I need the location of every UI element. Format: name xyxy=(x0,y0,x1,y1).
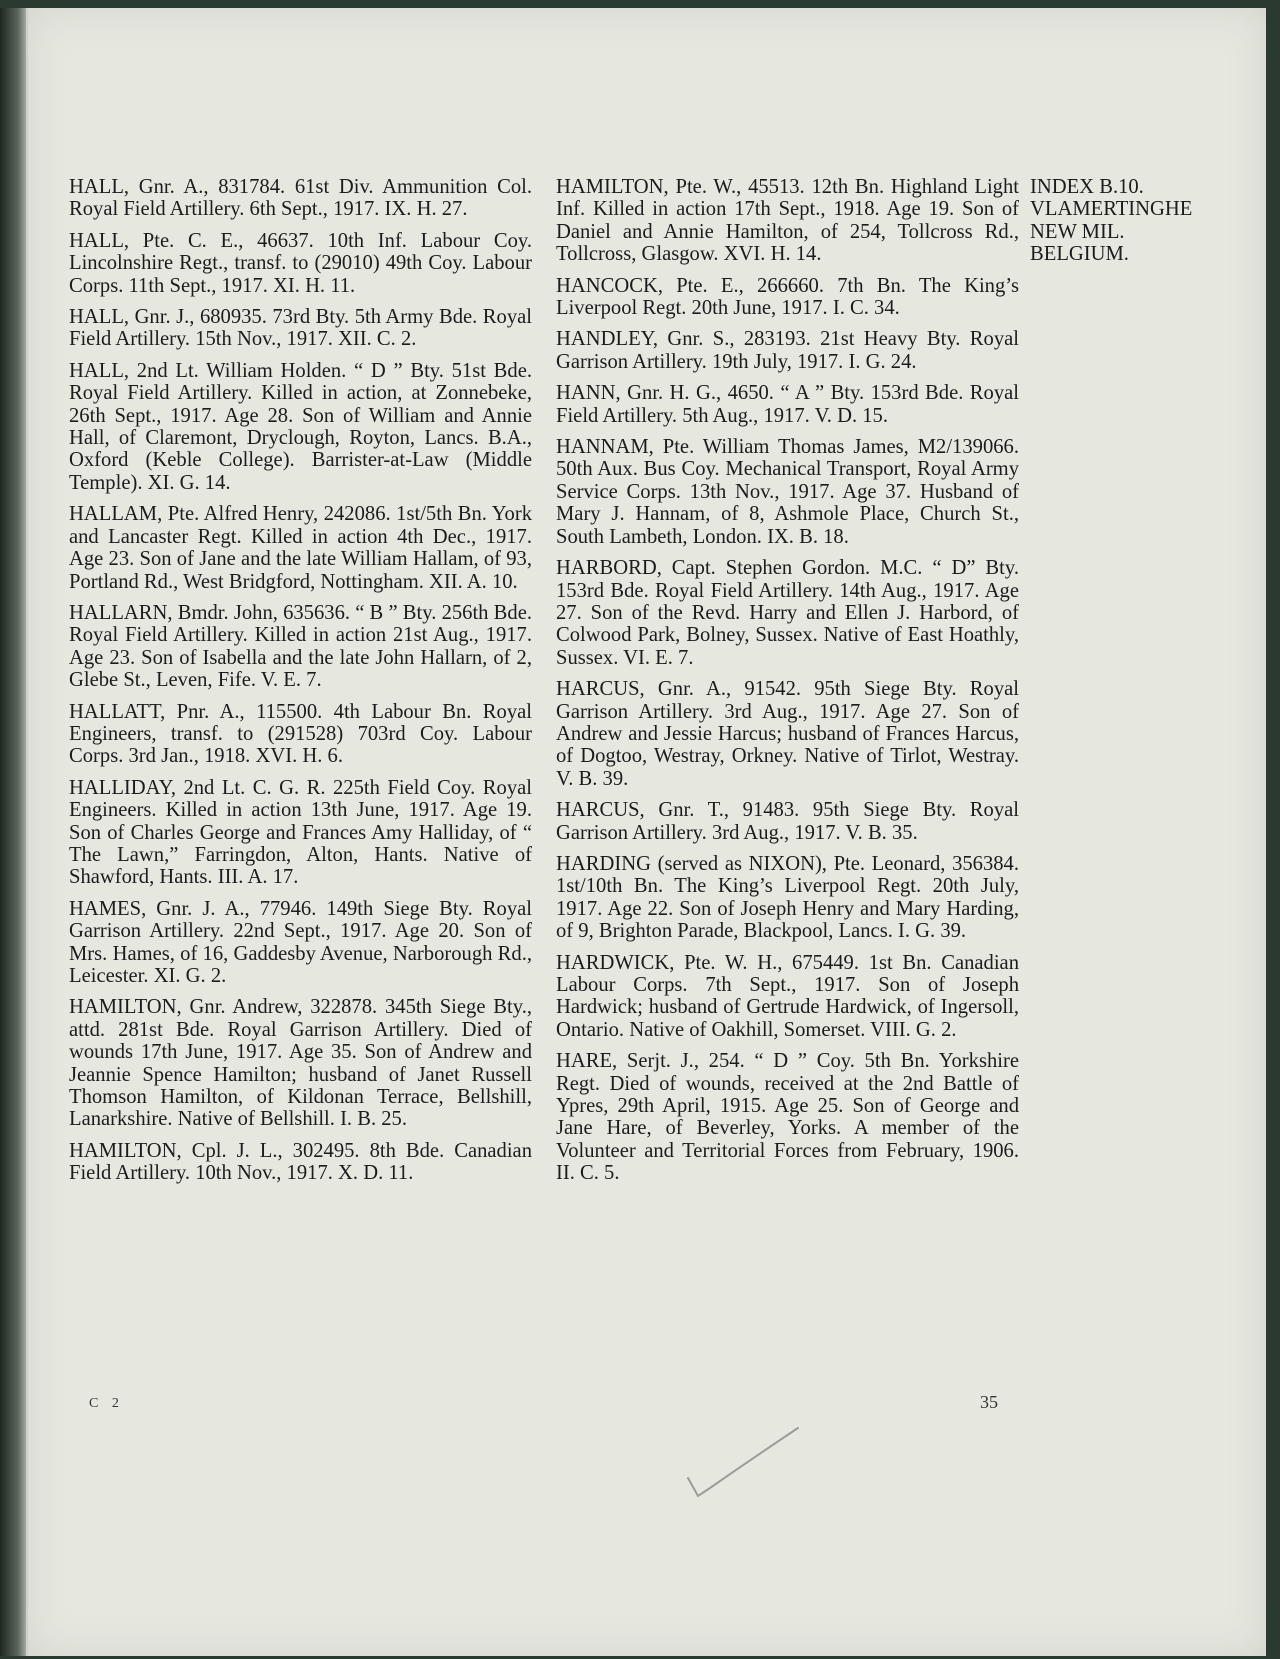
country: BELGIUM. xyxy=(1030,243,1129,266)
printer-signature: C 2 xyxy=(89,1396,124,1411)
entry: HANCOCK, Pte. E., 266660. 7th Bn. The King’s Liverpool Regt. 20th June, 1917. I. C. 34. xyxy=(556,274,1019,320)
entry: HARE, Serjt. J., 254. “ D ” Coy. 5th Bn. Yorkshire Regt. Died of wounds, received at the 2nd Battle of Ypres, 29th April, 1915. Age 25. Son of George and Jane Hare, of Beverley, Yorks. A member of the Volunteer and Territorial Forces from February, 1906. II. C. 5. xyxy=(556,1050,1019,1185)
entry: HARCUS, Gnr. A., 91542. 95th Siege Bty. Royal Garrison Artillery. 3rd Aug., 1917. Age 27. Son of Andrew and Jessie Harcus; husband of Frances Harcus, of Dogtoo, Westray, Orkney. Native of Tirlot, Westray. V. B. 39. xyxy=(556,678,1019,790)
page-number: 35 xyxy=(980,1392,998,1412)
cemetery-name: VLAMERTINGHE xyxy=(1030,198,1193,221)
entry: HAMILTON, Cpl. J. L., 302495. 8th Bde. Canadian Field Artillery. 10th Nov., 1917. X. D. 11. xyxy=(69,1139,532,1185)
entry: HALL, Gnr. J., 680935. 73rd Bty. 5th Army Bde. Royal Field Artillery. 15th Nov., 1917. XII. C. 2. xyxy=(69,306,532,351)
entry: HARDING (served as NIXON), Pte. Leonard, 356384. 1st/10th Bn. The King’s Liverpool Regt. 20th July, 1917. Age 22. Son of Joseph Henry and Mary Harding, of 9, Brighton Parade, Blackpool, Lancs. I. G. 39. xyxy=(556,852,1019,943)
entry: HARDWICK, Pte. W. H., 675449. 1st Bn. Canadian Labour Corps. 7th Sept., 1917. Son of Joseph Hardwick; husband of Gertrude Hardwick, of Ingersoll, Ontario. Native of Oakhill, Somerset. VIII. G. 2. xyxy=(556,951,1019,1041)
left-column xyxy=(69,176,532,1194)
entry: HANDLEY, Gnr. S., 283193. 21st Heavy Bty. Royal Garrison Artillery. 19th July, 1917. I. G. 24. xyxy=(556,328,1019,373)
middle-column xyxy=(556,176,1019,1194)
index-reference xyxy=(1030,176,1230,266)
entry: HARBORD, Capt. Stephen Gordon. M.C. “ D” Bty. 153rd Bde. Royal Field Artillery. 14th Aug., 1917. Age 27. Son of the Revd. Harry and Ellen J. Harbord, of Colwood Park, Bolney, Sussex. Native of East Hoathly, Sussex. VI. E. 7. xyxy=(556,557,1019,669)
index-code: INDEX B.10. xyxy=(1030,176,1144,198)
entry: HANN, Gnr. H. G., 4650. “ A ” Bty. 153rd Bde. Royal Field Artillery. 5th Aug., 1917. V. D. 15. xyxy=(556,382,1019,427)
entry: HAMILTON, Pte. W., 45513. 12th Bn. Highland Light Inf. Killed in action 17th Sept., 1918. Age 19. Son of Daniel and Annie Hamilton, of 254, Tollcross Rd., Tollcross, Glasgow. XVI. H. 14. xyxy=(556,176,1019,266)
entry: HALL, 2nd Lt. William Holden. “ D ” Bty. 51st Bde. Royal Field Artillery. Killed in action, at Zonnebeke, 26th Sept., 1917. Age 28. Son of William and Annie Hall, of Claremont, Dryclough, Royton, Lancs. B.A., Oxford (Keble College). Barrister-at-Law (Middle Temple). XI. G. 14. xyxy=(69,359,532,494)
entry: HAMILTON, Gnr. Andrew, 322878. 345th Siege Bty., attd. 281st Bde. Royal Garrison Artillery. Died of wounds 17th June, 1917. Age 35. Son of Andrew and Jeannie Spence Hamilton; husband of Janet Russell Thomson Hamilton, of Kildonan Terrace, Bellshill, Lanarkshire. Native of Bellshill. I. B. 25. xyxy=(69,996,532,1131)
entry: HAMES, Gnr. J. A., 77946. 149th Siege Bty. Royal Garrison Artillery. 22nd Sept., 1917. Age 20. Son of Mrs. Hames, of 16, Gaddesby Avenue, Narborough Rd., Leicester. XI. G. 2. xyxy=(69,897,532,987)
entry: HALLARN, Bmdr. John, 635636. “ B ” Bty. 256th Bde. Royal Field Artillery. Killed in action 21st Aug., 1917. Age 23. Son of Isabella and the late John Hallarn, of 2, Glebe St., Leven, Fife. V. E. 7. xyxy=(69,601,532,692)
entry: HANNAM, Pte. William Thomas James, M2/139066. 50th Aux. Bus Coy. Mechanical Transport, Royal Army Service Corps. 13th Nov., 1917. Age 37. Husband of Mary J. Hannam, of 8, Ashmole Place, Church St., South Lambeth, London. IX. B. 18. xyxy=(556,436,1019,548)
entry: HALL, Gnr. A., 831784. 61st Div. Ammunition Col. Royal Field Artillery. 6th Sept., 1917. IX. H. 27. xyxy=(69,176,532,221)
pencil-tick-mark xyxy=(680,1420,810,1510)
entry: HALL, Pte. C. E., 46637. 10th Inf. Labour Coy. Lincolnshire Regt., transf. to (29010) 49th Coy. Labour Corps. 11th Sept., 1917. XI. H. 11. xyxy=(69,229,532,297)
entry: HALLIDAY, 2nd Lt. C. G. R. 225th Field Coy. Royal Engineers. Killed in action 13th June, 1917. Age 19. Son of Charles George and Frances Amy Halliday, of “ The Lawn,” Farringdon, Alton, Hants. Native of Shawford, Hants. III. A. 17. xyxy=(69,776,532,889)
entry: HALLAM, Pte. Alfred Henry, 242086. 1st/5th Bn. York and Lancaster Regt. Killed in action 4th Dec., 1917. Age 23. Son of Jane and the late William Hallam, of 93, Portland Rd., West Bridgford, Nottingham. XII. A. 10. xyxy=(69,503,532,593)
entry: HARCUS, Gnr. T., 91483. 95th Siege Bty. Royal Garrison Artillery. 3rd Aug., 1917. V. B. 35. xyxy=(556,799,1019,844)
entry: HALLATT, Pnr. A., 115500. 4th Labour Bn. Royal Engineers, transf. to (291528) 703rd Coy. Labour Corps. 3rd Jan., 1918. XVI. H. 6. xyxy=(69,700,532,768)
cemetery-name-suffix: NEW MIL. xyxy=(1030,220,1125,243)
